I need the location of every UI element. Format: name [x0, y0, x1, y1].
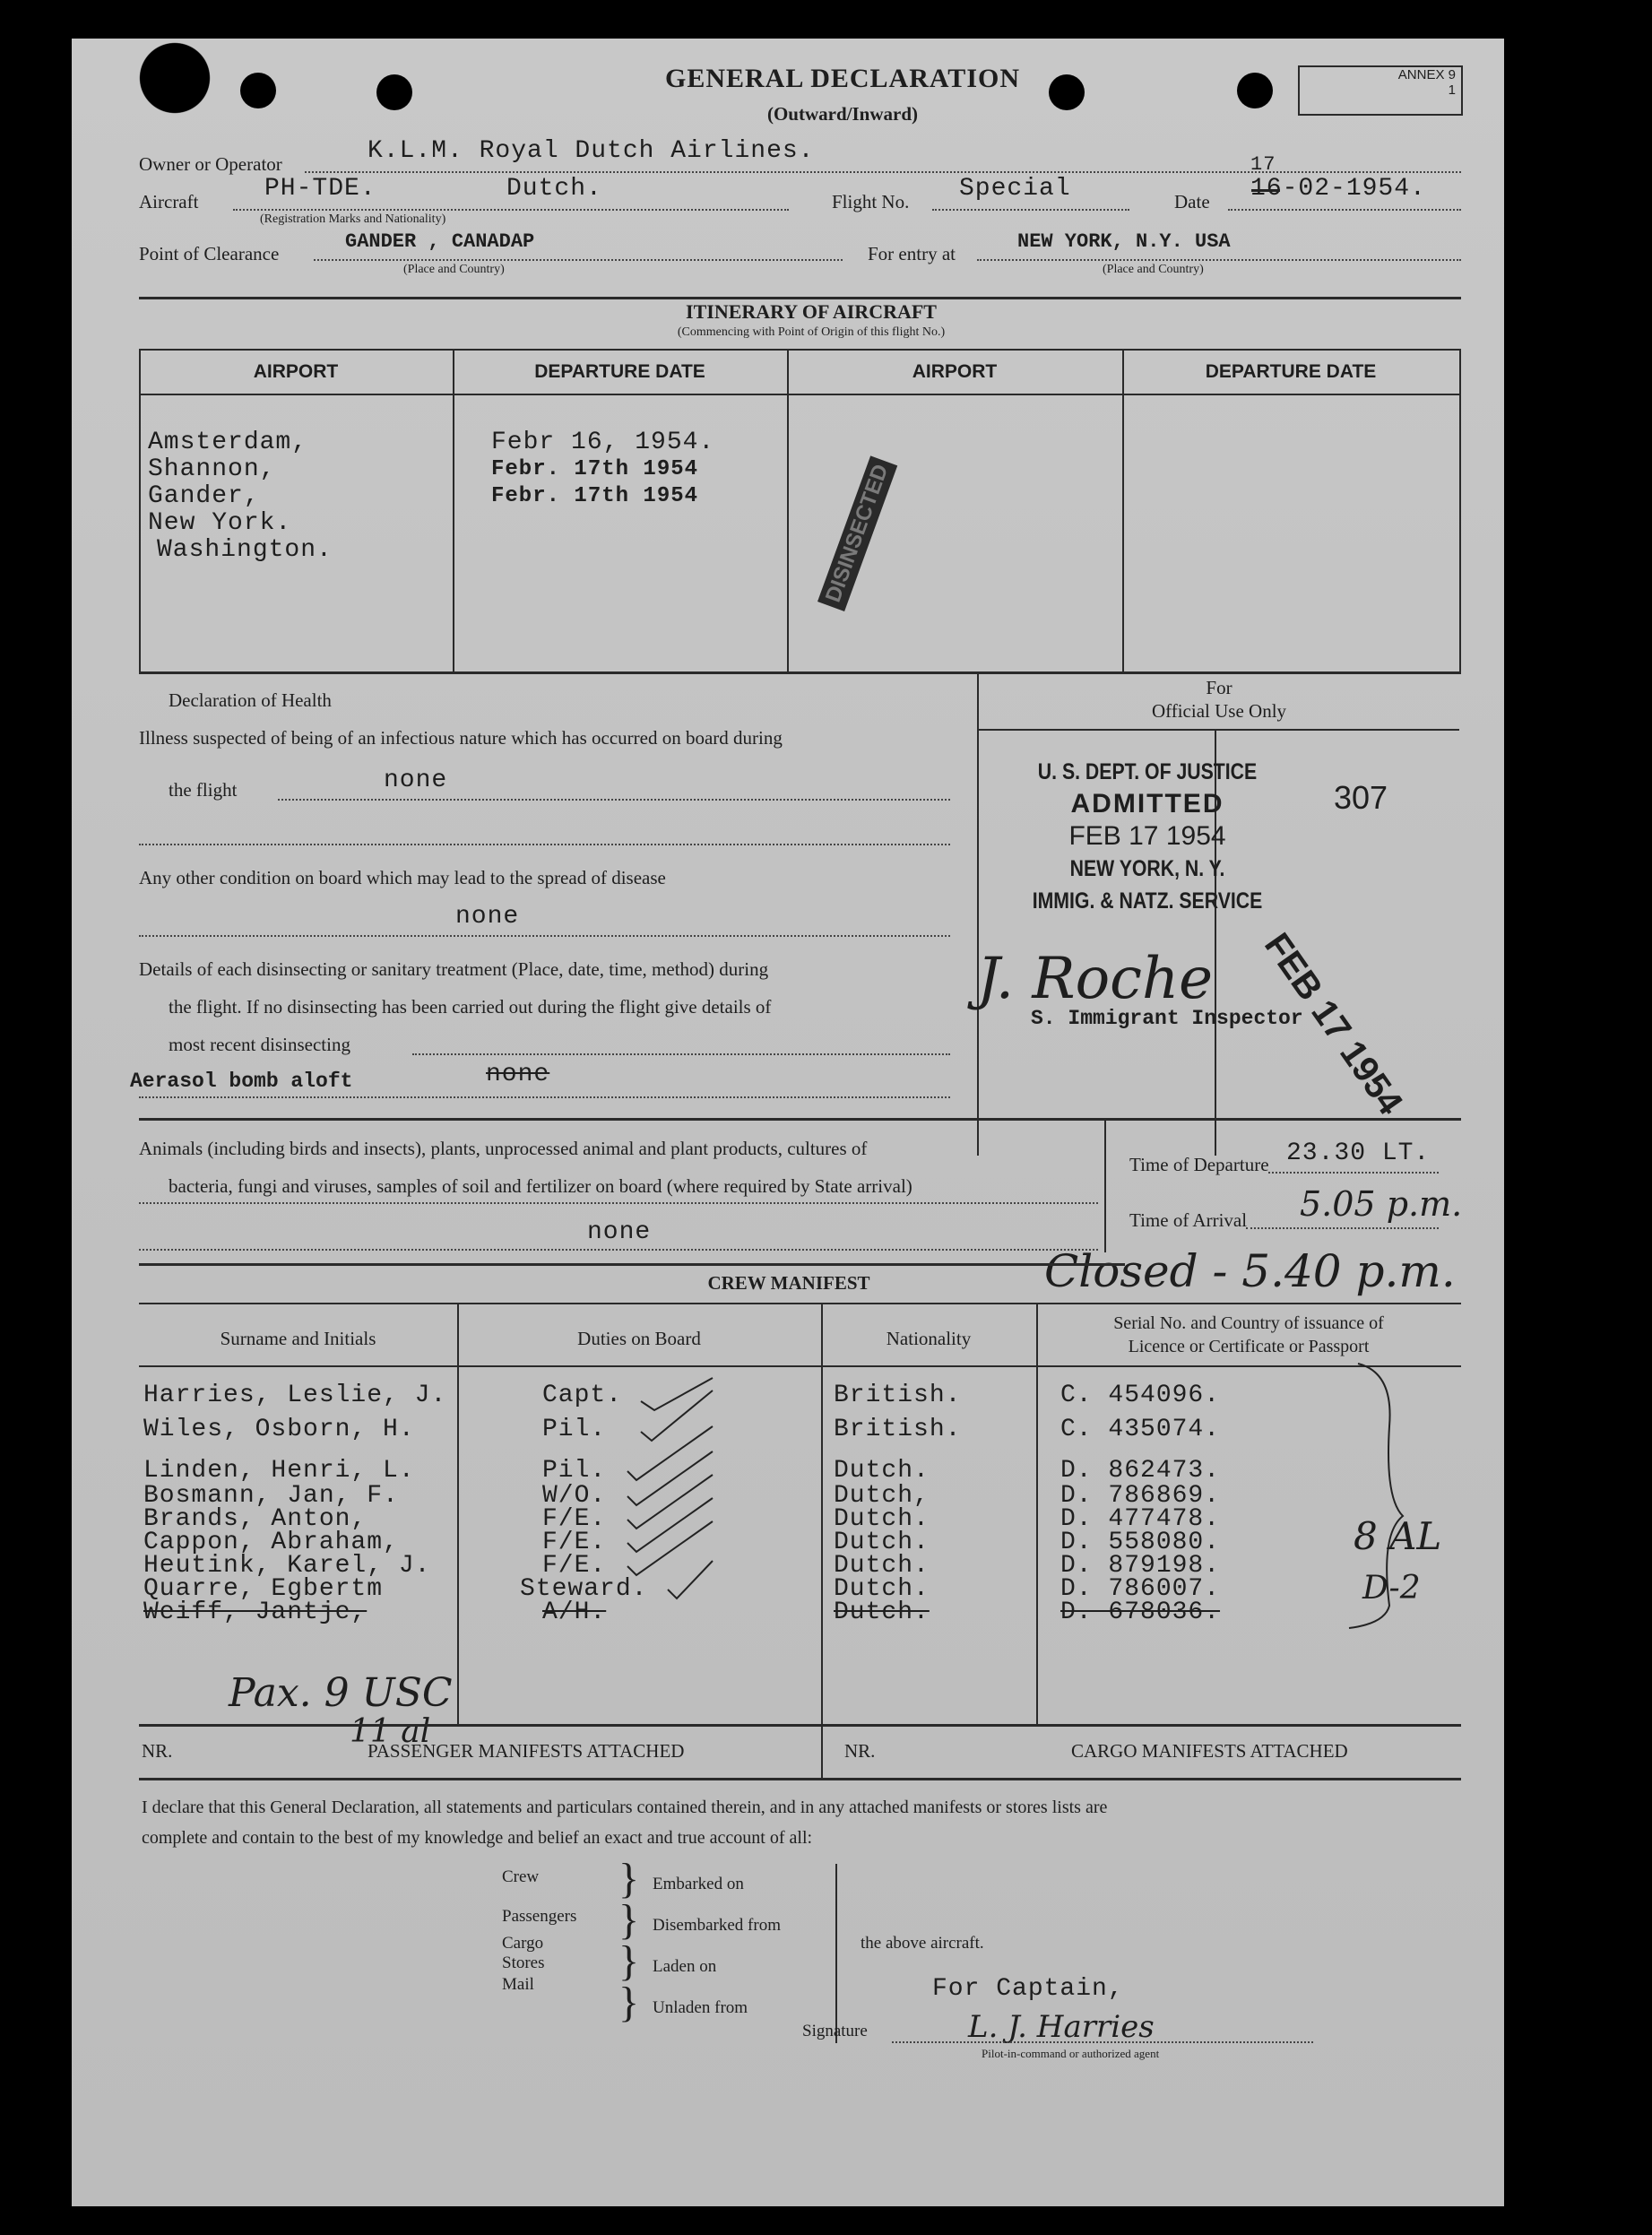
crew-title: CREW MANIFEST	[707, 1272, 870, 1294]
crew-duty: F/E.	[542, 1505, 607, 1533]
stamp-line: U. S. DEPT. OF JUSTICE	[1037, 759, 1258, 784]
punch-hole	[1237, 73, 1273, 108]
clearance-label: Point of Clearance	[139, 243, 280, 264]
crew-name: Cappon, Abraham,	[143, 1529, 399, 1556]
owner-label: Owner or Operator	[139, 153, 282, 175]
declaration-text: I declare that this General Declaration, all statements and particulars contained therein, and in any attached manifests or stores lists are	[142, 1798, 1108, 1817]
manifest-divider	[821, 1724, 823, 1778]
declaration-text-2: complete and contain to the best of my knowledge and belief an exact and true account of all:	[142, 1828, 813, 1848]
owner-line	[305, 171, 1461, 173]
health-title: Declaration of Health	[169, 689, 332, 711]
admitted-stamp	[995, 756, 1300, 917]
annex-label: ANNEX 9	[1397, 67, 1456, 82]
punch-hole	[240, 73, 276, 108]
animals-answer: none	[587, 1218, 652, 1246]
crew-nationality: Dutch.	[834, 1457, 930, 1485]
flight-line	[932, 209, 1129, 211]
crew-duty: A/H.	[542, 1598, 607, 1626]
crew-duty: Pil.	[542, 1457, 607, 1485]
entry-label: For entry at	[868, 243, 956, 264]
passenger-nr: NR.	[142, 1740, 173, 1762]
inspector-title: S. Immigrant Inspector	[1031, 1007, 1303, 1030]
declaration-item: Crew	[502, 1867, 540, 1886]
crew-duty: F/E.	[542, 1552, 607, 1580]
animals-line-2	[139, 1249, 1098, 1251]
illness-answer: none	[384, 767, 448, 794]
crew-serial: D. 862473.	[1060, 1457, 1221, 1485]
clearance-caption: (Place and Country)	[403, 263, 505, 276]
stamp-line: IMMIG. & NATZ. SERVICE	[1032, 888, 1263, 914]
crew-header-top	[139, 1303, 1461, 1304]
disinsect-answer-2: none	[486, 1061, 550, 1088]
declaration-mid-list	[653, 1864, 781, 2029]
crew-duty: Pil.	[542, 1416, 607, 1443]
official-number: 307	[1334, 779, 1388, 816]
crew-nationality: Dutch.	[834, 1529, 930, 1556]
disinsect-line	[412, 1053, 950, 1055]
arrival-value: 5.05 p.m.	[1300, 1184, 1463, 1224]
illness-question: Illness suspected of being of an infectious nature which has occurred on board during	[139, 727, 783, 749]
crew-nationality: British.	[834, 1416, 962, 1443]
disinsect-question: Details of each disinsecting or sanitary treatment (Place, date, time, method) during	[139, 958, 769, 980]
closed-note: Closed - 5.40 p.m.	[1044, 1245, 1456, 1297]
entry-line	[977, 259, 1461, 261]
date-label: Date	[1174, 191, 1210, 212]
crew-serial: D. 477478.	[1060, 1505, 1221, 1533]
flight-value: Special	[959, 175, 1071, 203]
crew-header-nationality: Nationality	[886, 1328, 972, 1349]
passenger-manifests: PASSENGER MANIFESTS ATTACHED	[368, 1740, 685, 1762]
pax-note: Pax. 9 USC	[229, 1670, 453, 1716]
itinerary-date: Febr 16, 1954.	[491, 429, 715, 456]
crew-name: Linden, Henri, L.	[143, 1457, 415, 1485]
crew-header-bottom	[139, 1365, 1461, 1367]
crew-nationality: Dutch.	[834, 1598, 930, 1626]
disinsected-stamp: DISINSECTED	[817, 455, 897, 611]
crew-nationality: Dutch.	[834, 1552, 930, 1580]
crew-serial: D. 678036.	[1060, 1598, 1221, 1626]
departure-value: 23.30 LT.	[1286, 1139, 1431, 1167]
itinerary-airport: Amsterdam,	[148, 429, 308, 456]
declaration-action: Unladen from	[653, 1998, 748, 2017]
itinerary-title: ITINERARY OF AIRCRAFT	[686, 300, 937, 323]
signature-caption: Pilot-in-command or authorized agent	[982, 2047, 1160, 2060]
annex-box	[1298, 65, 1463, 116]
illness-question-2: the flight	[169, 779, 238, 801]
check-marks	[139, 1382, 766, 1642]
itinerary-header-departure: DEPARTURE DATE	[534, 361, 705, 382]
itinerary-col-divider	[1459, 349, 1461, 671]
crew-header-duty: Duties on Board	[577, 1328, 701, 1349]
owner-value: K.L.M. Royal Dutch Airlines.	[368, 137, 815, 165]
cargo-nr: NR.	[844, 1740, 876, 1762]
entry-caption: (Place and Country)	[1103, 263, 1204, 276]
official-subtitle: Official Use Only	[1151, 700, 1287, 722]
date-received-stamp: FEB 17 1954	[1256, 926, 1411, 1122]
animals-divider	[1104, 1118, 1106, 1252]
for-captain: For Captain,	[932, 1975, 1124, 2003]
crew-nationality: Dutch,	[834, 1482, 930, 1510]
animals-question: Animals (including birds and insects), plants, unprocessed animal and plant products, cultures of	[139, 1138, 868, 1159]
declaration-action: Laden on	[653, 1957, 717, 1976]
itinerary-date: Febr. 17th 1954	[491, 484, 699, 508]
crew-nationality: Dutch.	[834, 1505, 930, 1533]
declaration-item: Stores	[502, 1953, 545, 1972]
punch-hole	[376, 74, 412, 110]
crew-serial: D. 786007.	[1060, 1575, 1221, 1603]
arrival-line	[1246, 1227, 1439, 1229]
itinerary-airport-list	[148, 429, 333, 564]
crew-name: Quarre, Egbertm	[143, 1575, 384, 1603]
crew-serial: D. 558080.	[1060, 1529, 1221, 1556]
crew-header-name: Surname and Initials	[220, 1328, 376, 1349]
itinerary-header-top	[139, 349, 1461, 351]
aircraft-reg: PH-TDE.	[264, 175, 376, 203]
inspector-signature: J. Roche	[977, 946, 1214, 1012]
official-title: For	[1206, 677, 1233, 698]
stamp-line: NEW YORK, N. Y.	[1069, 856, 1225, 881]
disinsect-line-2	[139, 1096, 950, 1098]
cargo-manifests: CARGO MANIFESTS ATTACHED	[1071, 1740, 1348, 1762]
itinerary-header-airport: AIRPORT	[912, 361, 998, 382]
entry-value: NEW YORK, N.Y. USA	[1017, 230, 1231, 253]
itinerary-airport: Gander,	[148, 482, 260, 510]
health-bottom-rule	[139, 1118, 1461, 1121]
official-rule	[977, 729, 1459, 731]
other-answer: none	[455, 903, 520, 931]
crew-header-serial: Serial No. and Country of issuance of	[1113, 1313, 1384, 1333]
clearance-line	[314, 259, 843, 261]
departure-label: Time of Departure	[1129, 1154, 1269, 1175]
date-line	[1228, 209, 1461, 211]
arrival-label: Time of Arrival	[1129, 1209, 1248, 1231]
itinerary-date: Febr. 17th 1954	[491, 457, 699, 481]
declaration-bracket	[835, 1864, 837, 2043]
date-correction: 17	[1250, 153, 1276, 176]
manifest-bottom-rule	[139, 1778, 1461, 1780]
torn-corner	[125, 39, 224, 137]
itinerary-top-rule	[139, 297, 1461, 299]
itinerary-date-list	[491, 429, 714, 510]
form-subtitle: (Outward/Inward)	[766, 103, 918, 125]
aircraft-line	[233, 209, 789, 211]
crew-side-note-2: D-2	[1362, 1570, 1421, 1607]
crew-nationality: British.	[834, 1382, 962, 1409]
stamp-line: FEB 17 1954	[1068, 821, 1226, 851]
crew-name: Harries, Leslie, J.	[143, 1382, 447, 1409]
date-value: 16-02-1954.	[1250, 175, 1426, 203]
crew-duty: W/O.	[542, 1482, 607, 1510]
annex-sub: 1	[1448, 82, 1456, 98]
itinerary-col-divider	[453, 349, 454, 671]
signature-label: Signature	[802, 2022, 868, 2040]
disinsect-answer: Aerasol bomb aloft	[130, 1070, 353, 1093]
form-title: GENERAL DECLARATION	[664, 64, 1020, 93]
crew-name: Brands, Anton,	[143, 1505, 368, 1533]
other-question: Any other condition on board which may lead to the spread of disease	[139, 867, 666, 888]
declaration-item: Passengers	[502, 1907, 577, 1926]
declaration-action: Disembarked from	[653, 1916, 781, 1935]
itinerary-airport: Shannon,	[148, 455, 276, 483]
crew-duty: Capt.	[542, 1382, 623, 1409]
disinsect-question-2: the flight. If no disinsecting has been carried out during the flight give details of	[169, 996, 772, 1018]
itinerary-subtitle: (Commencing with Point of Origin of this flight No.)	[677, 325, 946, 339]
crew-name: Bosmann, Jan, F.	[143, 1482, 399, 1510]
departure-line	[1268, 1172, 1439, 1174]
registration-caption: (Registration Marks and Nationality)	[260, 212, 446, 226]
animals-question-2: bacteria, fungi and viruses, samples of soil and fertilizer on board (where required by State arrival)	[169, 1175, 912, 1197]
pax-note-2: 11 al	[350, 1713, 431, 1750]
crew-serial: D. 786869.	[1060, 1482, 1221, 1510]
animals-bottom-rule	[139, 1263, 1125, 1266]
declaration-item: Mail	[502, 1975, 534, 1994]
flight-label: Flight No.	[832, 191, 910, 212]
declaration-item: Cargo	[502, 1934, 544, 1953]
crew-serial: C. 454096.	[1060, 1382, 1221, 1409]
itinerary-col-divider	[1122, 349, 1124, 671]
itinerary-airport: Washington.	[157, 536, 333, 564]
crew-name: Weiff, Jantje,	[143, 1598, 368, 1626]
aircraft-label: Aircraft	[139, 191, 199, 212]
declaration-action: Embarked on	[653, 1875, 744, 1893]
illness-line	[278, 799, 950, 801]
itinerary-col-divider	[139, 349, 141, 671]
animals-line	[139, 1202, 1098, 1204]
crew-name: Wiles, Osborn, H.	[143, 1416, 415, 1443]
crew-name: Heutink, Karel, J.	[143, 1552, 431, 1580]
crew-nationality: Dutch.	[834, 1575, 930, 1603]
disinsect-question-3: most recent disinsecting	[169, 1034, 350, 1055]
declaration-brace: } } } }	[618, 1855, 640, 2026]
signature-line	[892, 2041, 1313, 2043]
itinerary-bottom-rule	[139, 671, 1461, 674]
declaration-left-list	[502, 1864, 576, 1997]
declaration-form	[72, 39, 1504, 2206]
crew-header-serial-2: Licence or Certificate or Passport	[1128, 1337, 1370, 1356]
crew-duty: F/E.	[542, 1529, 607, 1556]
itinerary-col-divider	[787, 349, 789, 671]
health-divider	[977, 671, 979, 1156]
crew-serial: C. 435074.	[1060, 1416, 1221, 1443]
crew-side-note: 8 AL	[1354, 1514, 1442, 1558]
stamp-line: ADMITTED	[1070, 789, 1224, 819]
crew-duty: Steward.	[520, 1575, 648, 1603]
date-strike	[1251, 189, 1280, 192]
itinerary-header-departure: DEPARTURE DATE	[1205, 361, 1377, 382]
other-line	[139, 935, 950, 937]
captain-signature: L. J. Harries	[968, 2009, 1155, 2045]
clearance-value: GANDER , CANADAP	[345, 230, 535, 253]
aircraft-nationality: Dutch.	[506, 175, 602, 203]
crew-serial: D. 879198.	[1060, 1552, 1221, 1580]
declaration-aircraft: the above aircraft.	[861, 1934, 984, 1953]
manifest-top-rule	[139, 1724, 1461, 1727]
blank-line	[139, 844, 950, 845]
itinerary-header-bottom	[139, 394, 1461, 395]
itinerary-airport: New York.	[148, 509, 292, 537]
itinerary-header-airport: AIRPORT	[253, 361, 339, 382]
